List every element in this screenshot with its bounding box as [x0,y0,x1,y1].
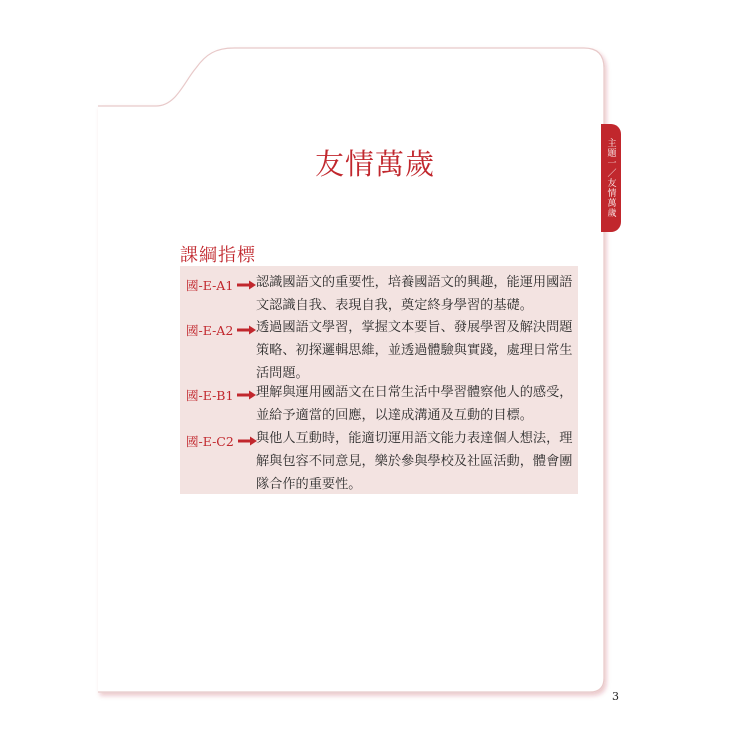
indicator-description: 與他人互動時，能適切運用語文能力表達個人想法，理解與包容不同意見，樂於參與學校及社區活動，體會團隊合作的重要性。 [256,431,573,492]
indicator-code: 國-E-A2 [186,323,234,338]
right-arrow-icon [238,436,258,446]
indicator-code-row [186,276,257,294]
page-title: 友情萬歲 [314,147,435,181]
indicator-description: 認識國語文的重要性，培養國語文的興趣，能運用國語文認識自我、表現自我，奠定終身學習的基礎。 [256,275,573,313]
indicator-description: 透過國語文學習，掌握文本要旨、發展學習及解決問題策略、初探邏輯思維，並透過體驗與實踐，處理日常生活問題。 [256,320,573,381]
page-number: 3 [612,690,619,703]
curriculum-indicator-panel [180,266,578,494]
indicator-code-row [186,321,257,339]
section-heading: 課綱指標 [180,245,256,266]
indicator-code: 國-E-C2 [186,434,234,449]
indicator-code: 國-E-A1 [186,278,234,293]
indicator-code-row [186,386,257,404]
right-arrow-icon [237,325,257,335]
indicator-description: 理解與運用國語文在日常生活中學習體察他人的感受，並給予適當的回應，以達成溝通及互動的目標。 [256,385,573,423]
right-arrow-icon [237,390,257,400]
right-arrow-icon [237,280,257,290]
chapter-side-tab-label: 主題一／友情萬歲 [605,138,616,218]
indicator-code: 國-E-B1 [186,388,234,403]
indicator-code-row [186,432,258,450]
